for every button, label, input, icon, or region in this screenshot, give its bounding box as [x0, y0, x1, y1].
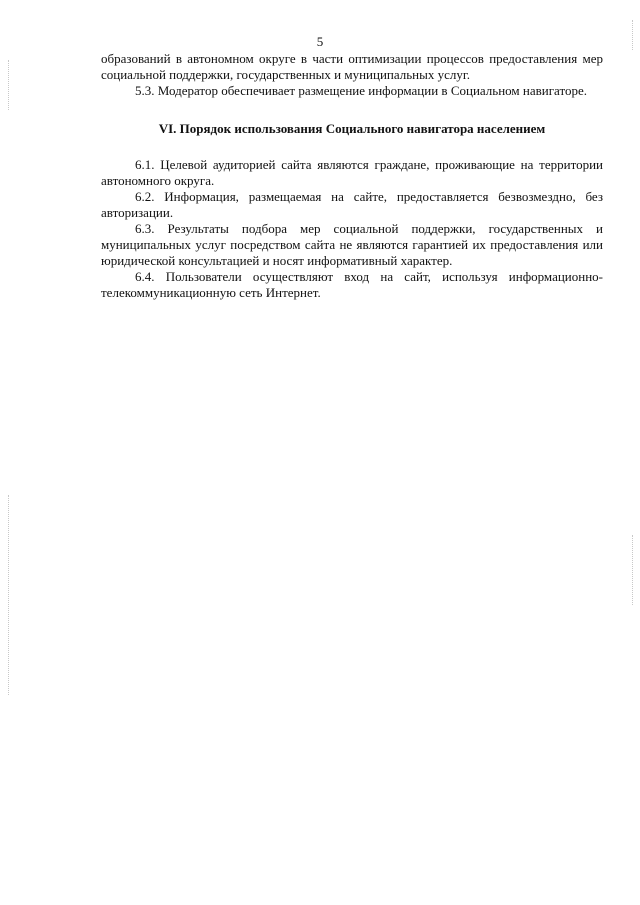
section-heading: VI. Порядок использования Социального навигатора населением [158, 121, 546, 136]
scan-artifact-left-bottom [8, 495, 10, 695]
paragraph-continuation: образований в автономном округе в части оптимизации процессов предоставления мер социальной поддержки, государственных и муниципальных услуг. [101, 51, 603, 82]
page-number: 5 [316, 34, 324, 49]
paragraph-6-1: 6.1. Целевой аудиторией сайта являются граждане, проживающие на территории автономного округа. [101, 157, 603, 188]
scan-artifact-right-mid [632, 535, 634, 605]
document-body [101, 51, 603, 301]
paragraph-5-3: 5.3. Модератор обеспечивает размещение информации в Социальном навигаторе. [135, 83, 588, 98]
paragraph-6-4: 6.4. Пользователи осуществляют вход на сайт, используя информационно-телекоммуникационную сеть Интернет. [101, 269, 603, 300]
paragraph-6-2: 6.2. Информация, размещаемая на сайте, предоставляется безвозмездно, без авторизации. [101, 189, 603, 220]
scan-artifact-left-top [8, 60, 10, 110]
paragraph-6-3: 6.3. Результаты подбора мер социальной поддержки, государственных и муниципальных услуг посредством сайта не являются гарантией их предоставления или юридической консультацией и носят информативный характер. [101, 221, 603, 268]
